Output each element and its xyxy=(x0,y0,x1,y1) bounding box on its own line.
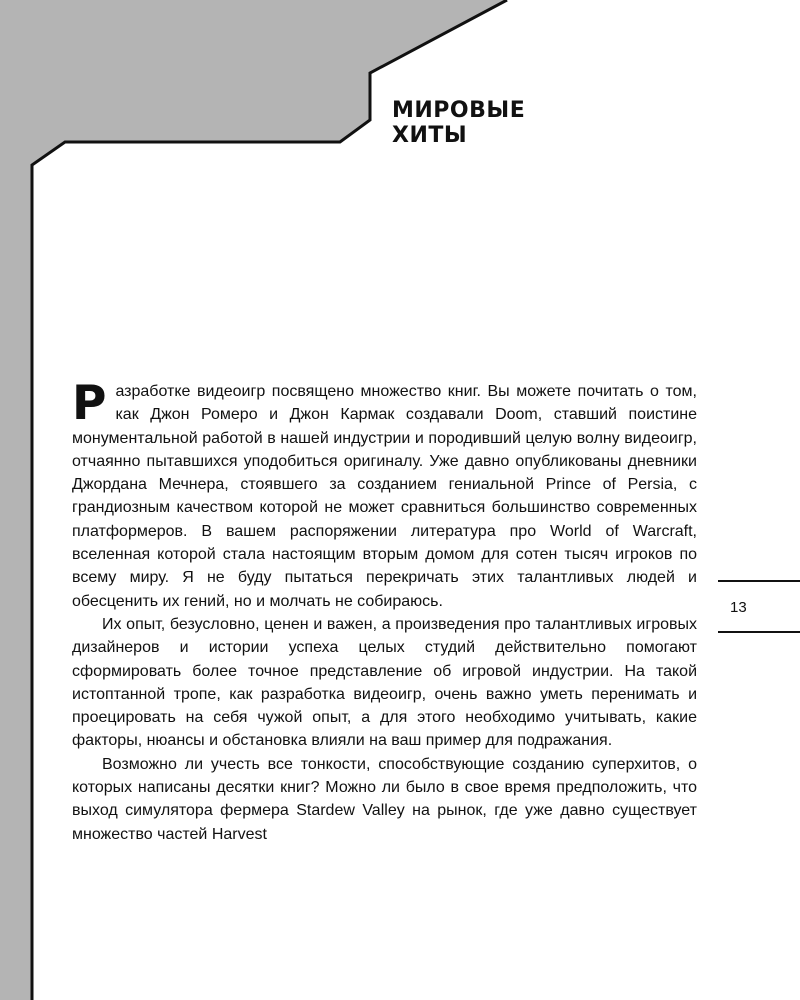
page-number: 13 xyxy=(730,599,747,616)
body-text xyxy=(72,376,697,846)
chapter-title-line-1: МИРОВЫЕ xyxy=(392,98,526,123)
drop-cap: Р xyxy=(72,376,107,431)
paragraph-2: Их опыт, безусловно, ценен и важен, а произведения про талантливых игровых дизайнеров и истории успеха целых студий действительно помогают сформировать более точное представление об игровой индустрии. На такой истоптанной тропе, как разработка видеоигр, очень важно уметь перенимать и проецировать на себя чужой опыт, а для этого необходимо учитывать, какие факторы, нюансы и обстановка влияли на ваш пример для подражания. xyxy=(72,615,697,750)
paragraph-3: Возможно ли учесть все тонкости, способствующие созданию суперхитов, о которых написаны десятки книг? Можно ли было в свое время предположить, что выход симулятора фермера Stardew Valley на рынок, где уже давно существует множество частей Harvest xyxy=(72,755,697,843)
paragraph-1-text: азработке видеоигр посвящено множество книг. Вы можете почитать о том, как Джон Ромеро и Джон Кармак создавали Doom, ставший поистине монументальной работой в нашей индустрии и породивший целую волну видеоигр, отчаянно пытавшихся уподобиться оригиналу. Уже давно опубликованы дневники Джордана Мечнера, стоявшего за созданием гениальной Prince of Persia, с грандиозным качеством которой не может сравниться большинство современных платформеров. В вашем распоряжении литература про World of Warcraft, вселенная которой стала настоящим вторым домом для сотен тысяч игроков по всему миру. Я не буду пытаться перекричать этих талантливых людей и обесценить их гений, но и молчать не собираюсь. xyxy=(72,383,697,610)
chapter-title xyxy=(392,98,525,148)
paragraph-1 xyxy=(72,376,697,613)
chapter-title-line-2: ХИТЫ xyxy=(392,123,468,148)
